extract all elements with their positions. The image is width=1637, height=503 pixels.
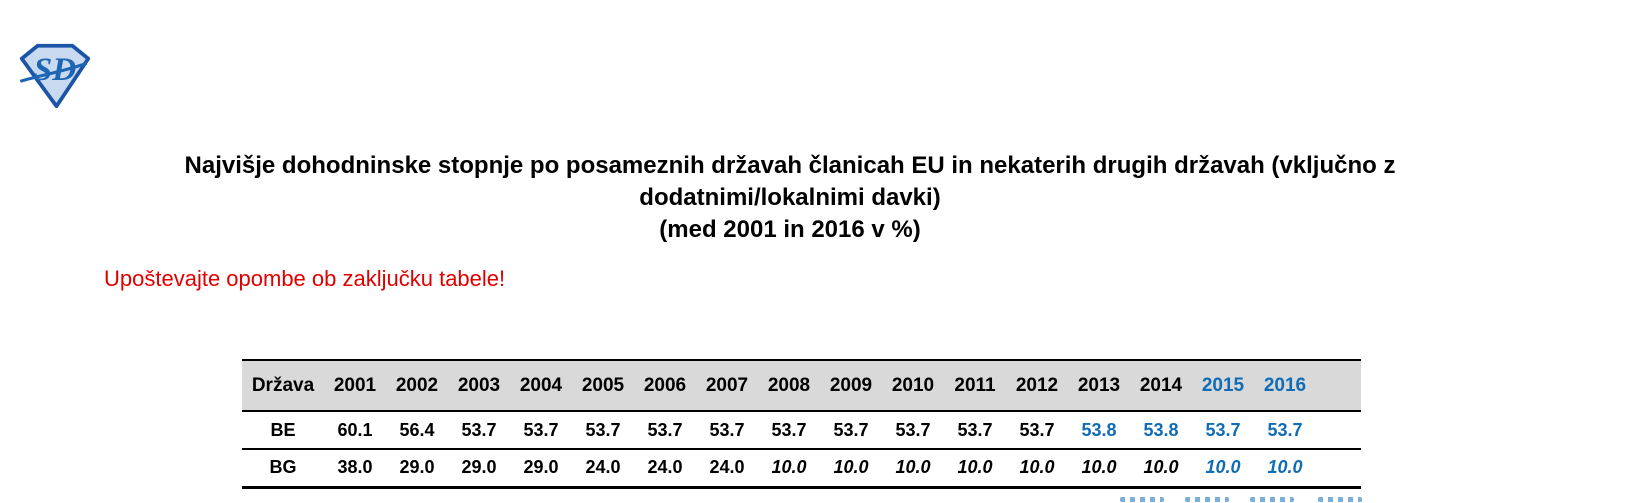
cell-BG-2010: 10.0 [882,449,944,487]
cutoff-next-row [242,496,1363,503]
year-header-2012: 2012 [1006,360,1068,411]
cell-BG-2013: 10.0 [1068,449,1130,487]
cell-BE-2007: 53.7 [696,411,758,449]
cell-BE-2004: 53.7 [510,411,572,449]
row-spacer-cell [1316,449,1361,487]
year-header-2001: 2001 [324,360,386,411]
cell-BG-2004: 29.0 [510,449,572,487]
year-header-2009: 2009 [820,360,882,411]
tax-rates-table [242,359,1361,489]
cell-BE-2003: 53.7 [448,411,510,449]
year-header-2004: 2004 [510,360,572,411]
cutoff-row-fragment [1120,497,1164,502]
table-row-BE [242,411,1361,449]
cell-BE-2014: 53.8 [1130,411,1192,449]
cell-BG-2008: 10.0 [758,449,820,487]
cell-BE-2006: 53.7 [634,411,696,449]
year-header-2007: 2007 [696,360,758,411]
page-title [0,150,1580,246]
table-row-BG [242,449,1361,487]
table-body [242,411,1361,487]
year-header-2013: 2013 [1068,360,1130,411]
cell-BG-2003: 29.0 [448,449,510,487]
page-title-line-2: dodatnimi/lokalnimi davki) [639,184,941,211]
year-header-2003: 2003 [448,360,510,411]
year-header-2010: 2010 [882,360,944,411]
cell-BE-2011: 53.7 [944,411,1006,449]
cell-BG-2015: 10.0 [1192,449,1254,487]
cell-BE-2012: 53.7 [1006,411,1068,449]
page-title-line-3: (med 2001 in 2016 v %) [659,216,921,243]
year-header-2011: 2011 [944,360,1006,411]
cell-BG-2016: 10.0 [1254,449,1316,487]
year-header-2014: 2014 [1130,360,1192,411]
year-header-2016: 2016 [1254,360,1316,411]
country-column-header: Država [242,360,324,411]
cell-BG-2012: 10.0 [1006,449,1068,487]
cell-BG-2007: 24.0 [696,449,758,487]
cell-BE-2008: 53.7 [758,411,820,449]
table-header [242,360,1361,411]
cell-BE-2005: 53.7 [572,411,634,449]
cell-BG-2001: 38.0 [324,449,386,487]
header-spacer-cell [1316,360,1361,411]
country-label-BE: BE [242,411,324,449]
row-spacer-cell [1316,411,1361,449]
cell-BE-2016: 53.7 [1254,411,1316,449]
cell-BE-2010: 53.7 [882,411,944,449]
cell-BG-2009: 10.0 [820,449,882,487]
tax-table-container [242,359,1361,489]
cell-BG-2005: 24.0 [572,449,634,487]
year-header-2006: 2006 [634,360,696,411]
cutoff-row-fragment [1318,497,1362,502]
cell-BE-2015: 53.7 [1192,411,1254,449]
cell-BG-2006: 24.0 [634,449,696,487]
page-title-line-1: Najvišje dohodninske stopnje po posameznih državah članicah EU in nekaterih drugih državah (vključno z [184,152,1396,179]
cell-BE-2001: 60.1 [324,411,386,449]
country-label-BG: BG [242,449,324,487]
cutoff-row-fragment [1185,497,1229,502]
cell-BG-2014: 10.0 [1130,449,1192,487]
year-header-2005: 2005 [572,360,634,411]
year-header-2008: 2008 [758,360,820,411]
sd-diamond-logo [16,42,94,110]
cell-BE-2013: 53.8 [1068,411,1130,449]
footnote-warning-text: Upoštevajte opombe ob zaključku tabele! [104,266,506,291]
cell-BE-2002: 56.4 [386,411,448,449]
logo-letters: SD [33,50,77,88]
cell-BE-2009: 53.7 [820,411,882,449]
cell-BG-2011: 10.0 [944,449,1006,487]
table-header-row [242,360,1361,411]
cutoff-row-fragment [1250,497,1294,502]
cell-BG-2002: 29.0 [386,449,448,487]
year-header-2002: 2002 [386,360,448,411]
year-header-2015: 2015 [1192,360,1254,411]
